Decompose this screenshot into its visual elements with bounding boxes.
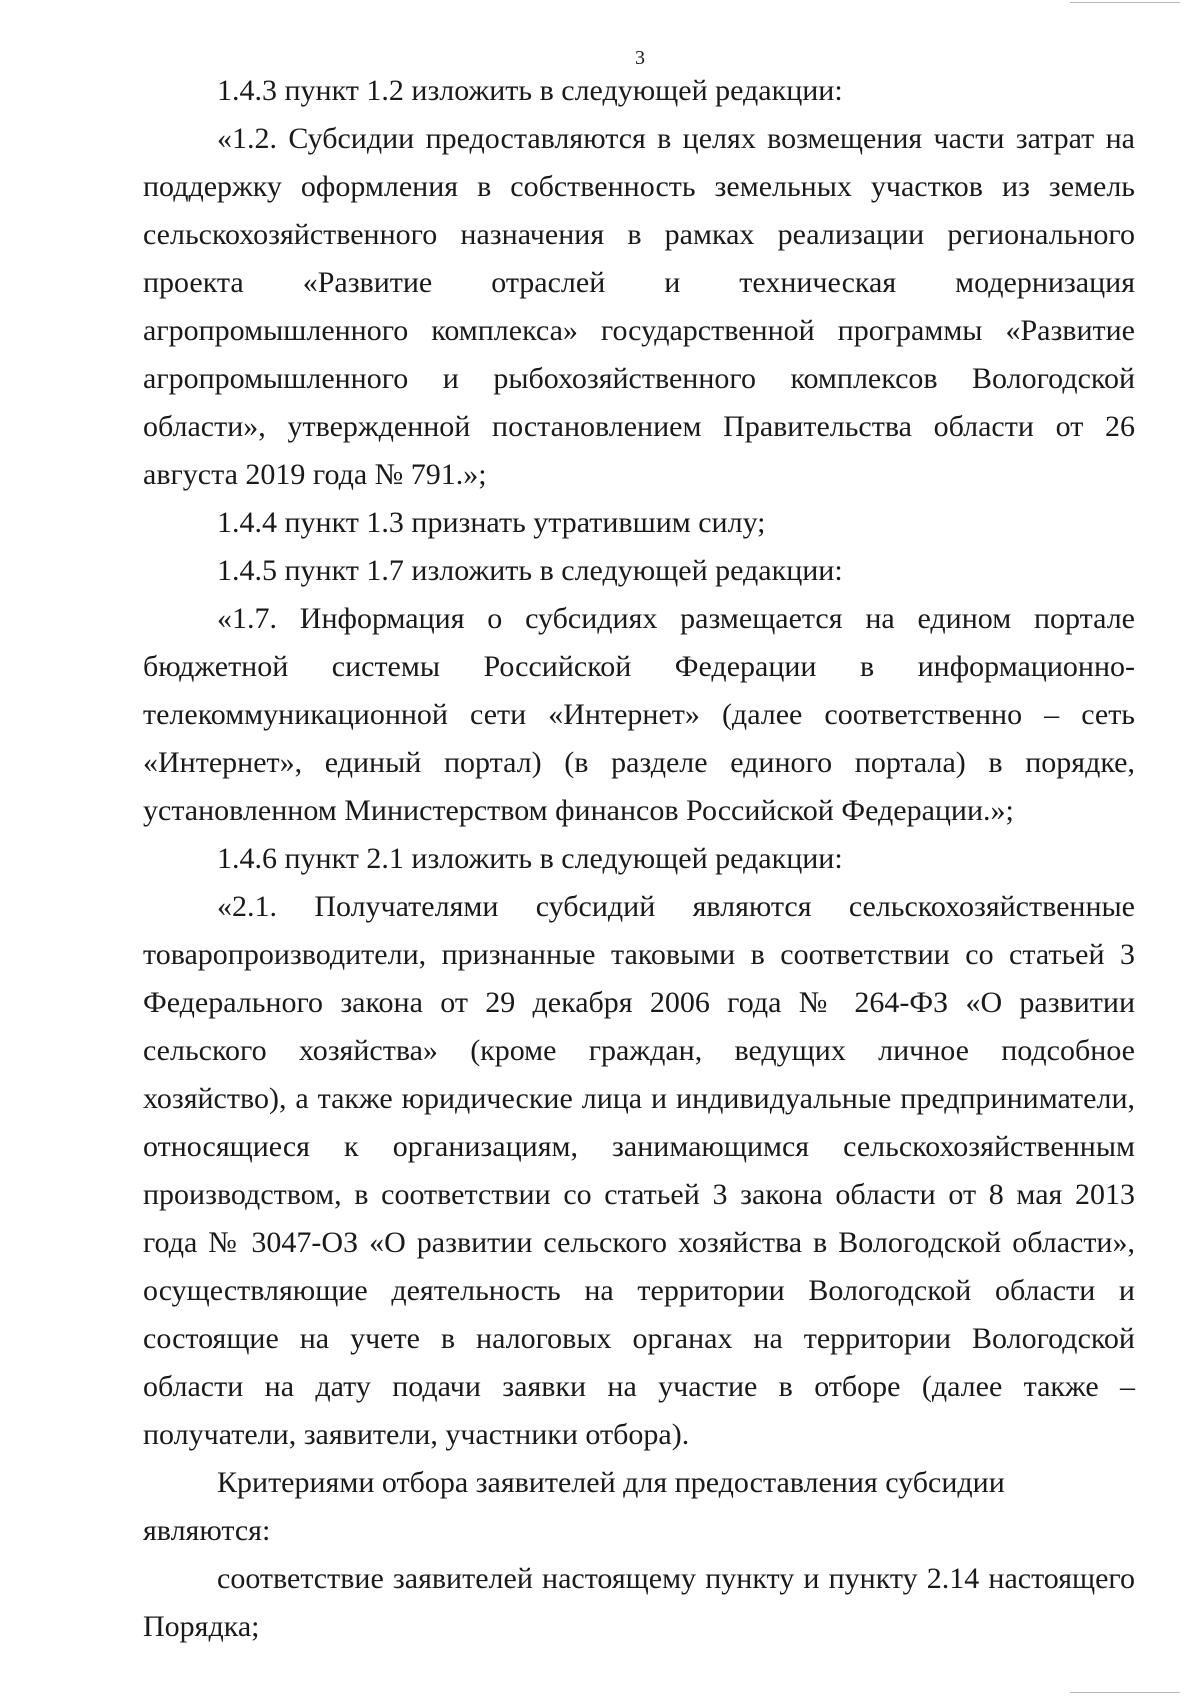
paragraph-quote-1-2: «1.2. Субсидии предоставляются в целях возмещения части затрат на поддержку оформления в собственность земельных участков из земель сельскохозяйственного назначения в рамках реализации регионального проекта «Развитие отраслей и техническая модернизация агропромышленного комплекса» государственной программы «Развитие агропромышленного и рыбохозяйственного комплексов Вологодской области», утвержденной постановлением Правительства области от 26 августа 2019 года № 791.»; — [143, 122, 1135, 491]
paragraph-1-4-5: 1.4.5 пункт 1.7 изложить в следующей редакции: — [217, 554, 843, 587]
paragraph-1-4-4: 1.4.4 пункт 1.3 признать утратившим силу; — [217, 506, 766, 539]
paragraph-criteria-item: соответствие заявителей настоящему пункту и пункту 2.14 настоящего Порядка; — [143, 1562, 1135, 1643]
paragraph-criteria: Критериями отбора заявителей для предоставления субсидии являются: — [143, 1466, 1005, 1547]
paragraph-1-4-6: 1.4.6 пункт 2.1 изложить в следующей редакции: — [217, 842, 843, 875]
paragraph-1-4-3: 1.4.3 пункт 1.2 изложить в следующей редакции: — [217, 74, 843, 107]
paragraph-quote-2-1: «2.1. Получателями субсидий являются сельскохозяйственные товаропроизводители, признанные таковыми в соответствии со статьей 3 Федерального закона от 29 декабря 2006 года № 264-ФЗ «О развитии сельского хозяйства» (кроме граждан, ведущих личное подсобное хозяйство), а также юридические лица и индивидуальные предприниматели, относящиеся к организациям, занимающимся сельскохозяйственным производством, в соответствии со статьей 3 закона области от 8 мая 2013 года № 3047-ОЗ «О развитии сельского хозяйства в Вологодской области», осуществляющие деятельность на территории Вологодской области и состоящие на учете в налоговых органах на территории Вологодской области на дату подачи заявки на участие в отборе (далее также – получатели, заявители, участники отбора). — [143, 890, 1135, 1451]
paragraph-quote-1-7: «1.7. Информация о субсидиях размещается на едином портале бюджетной системы Российской Федерации в информационно-телекоммуникационной сети «Интернет» (далее соответственно – сеть «Интернет», единый портал) (в разделе единого портала) в порядке, установленном Министерством финансов Российской Федерации.»; — [143, 602, 1135, 827]
scan-artifact-top — [1070, 2, 1180, 3]
scan-artifact-bottom — [1070, 1692, 1180, 1693]
document-body — [143, 67, 1135, 1651]
page-number: 3 — [635, 47, 645, 69]
